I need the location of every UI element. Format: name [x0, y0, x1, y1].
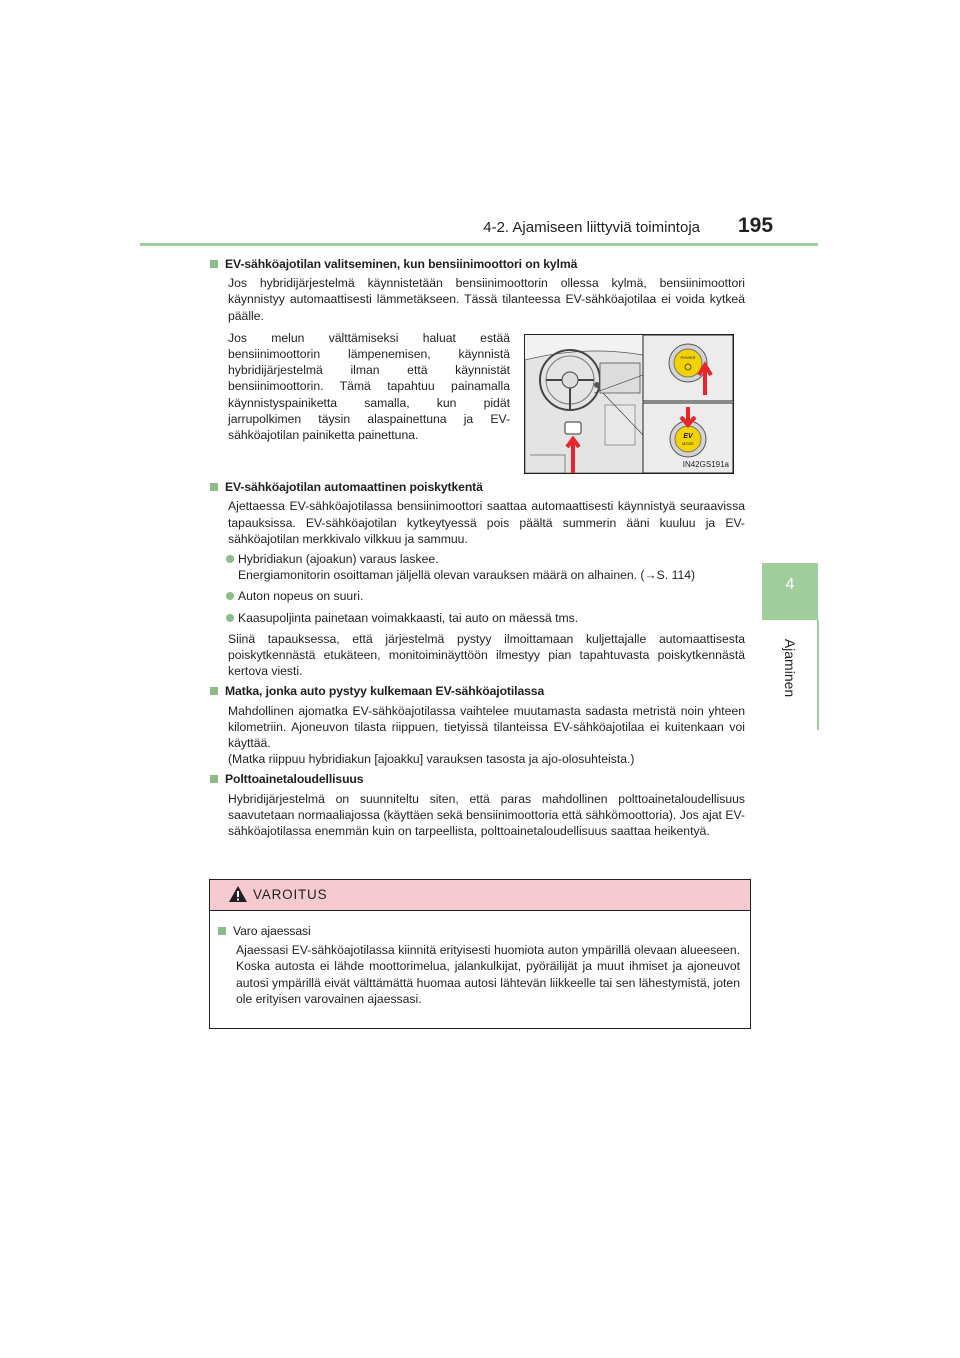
paragraph: Jos melun välttämiseksi haluat estää bensiinimoottorin lämpenemisen, käynnistä hybridijärjestelmä ilman että käynnistät bensiinimoottorin. Tämä tapahtuu painamalla käynnistyspainiketta samalla, kun pidät jarrupolkimen täysin alaspainettuna ja EV-sähköajotilan painiketta painettuna.: [228, 330, 510, 443]
warning-title: VAROITUS: [253, 887, 328, 902]
ev-mode-label: MODE: [682, 441, 694, 446]
bullet-subtext: Energiamonitorin osoittaman jäljellä olevan varauksen määrä on alhainen. (→S. 114): [238, 568, 696, 583]
dashboard-illustration: [524, 334, 734, 474]
dashboard-drawing: [525, 335, 733, 473]
section-heading: EV-sähköajotilan valitseminen, kun bensiinimoottori on kylmä: [210, 256, 745, 272]
section-heading: EV-sähköajotilan automaattinen poiskytkentä: [210, 479, 745, 495]
chapter-tab-line: [817, 620, 819, 730]
header-rule: [140, 243, 818, 246]
paragraph: (Matka riippuu hybridiakun [ajoakku] varauksen tasosta ja ajo-olosuhteista.): [228, 752, 635, 767]
page-number: 195: [738, 214, 774, 237]
section-heading: Polttoainetaloudellisuus: [210, 771, 745, 787]
warning-triangle-icon: [228, 885, 248, 903]
paragraph: Siinä tapauksessa, että järjestelmä pystyy ilmoittamaan kuljettajalle automaattisesta poiskytkennästä etukäteen, monitoiminäyttöön ilmestyy pian tapahtuvasta poiskytkennästä kertova viesti.: [228, 631, 745, 679]
paragraph: Mahdollinen ajomatka EV-sähköajotilassa vaihtelee muutamasta sadasta metristä noin yhteen kilometriin. Ajoneuvon tilasta riippuen, tietyissä tilanteissa EV-sähköajotilaa ei kuitenkaan voi käyttää.: [228, 703, 745, 751]
bullet-item: Kaasupoljinta painetaan voimakkaasti, tai auto on mäessä tms.: [210, 610, 745, 626]
chapter-tab-label: Ajaminen: [782, 638, 798, 698]
paragraph: Jos hybridijärjestelmä käynnistetään bensiinimoottorin ollessa kylmä, bensiinimoottori käynnistyy automaattisesti lämmetäkseen. Tässä tilanteessa EV-sähköajotilaa ei voida kytkeä päälle.: [228, 276, 745, 323]
chapter-tab-number: 4: [785, 576, 795, 593]
warning-box: [209, 879, 751, 1029]
bullet-item: [210, 551, 745, 583]
power-button-label: POWER: [680, 355, 696, 360]
paragraph: Hybridijärjestelmä on suunniteltu siten, että paras mahdollinen polttoainetaloudellisuus saavutetaan normaaliajossa (käyttäen sekä bensiinimoottoria että sähkömoottoria). Jos ajat EV-sähköajotilassa enemmän kuin on tarpeellista, polttoainetaloudellisuus saattaa heikentyä.: [228, 791, 745, 839]
header-section-title: 4-2. Ajamiseen liittyviä toimintoja: [483, 219, 700, 236]
paragraph: Ajettaessa EV-sähköajotilassa bensiinimoottori saattaa automaattisesti käynnistyä seuraavissa tapauksissa. EV-sähköajotilan kytkeytyessä pois päältä summerin ääni kuuluu ja EV-sähköajotilan merkkivalo vilkkuu ja sammuu.: [228, 499, 745, 546]
warning-heading: Varo ajaessasi: [218, 923, 740, 939]
warning-body: [210, 911, 750, 1007]
section-heading: Matka, jonka auto pystyy kulkemaan EV-sähköajotilassa: [210, 683, 745, 699]
ev-button-label: EV: [683, 433, 693, 440]
bullet-item: Auton nopeus on suuri.: [210, 588, 745, 604]
bullet-text: Hybridiakun (ajoakun) varaus laskee.: [238, 552, 439, 567]
warning-header: [210, 880, 750, 911]
figure-code: IN42GS191a: [682, 460, 729, 469]
warning-text: Ajaessasi EV-sähköajotilassa kiinnitä erityisesti huomiota auton ympärillä olevaan alueeseen. Koska autosta ei lähde moottorimelua, jalankulkijat, pyöräilijät ja muut ihmiset ja ajoneuvot autosi ympärillä eivät välttämättä huomaa autosi lähtevän liikkeelle tai sen lähestymistä, joten ole erityisen varovainen ajaessasi.: [236, 943, 740, 1006]
